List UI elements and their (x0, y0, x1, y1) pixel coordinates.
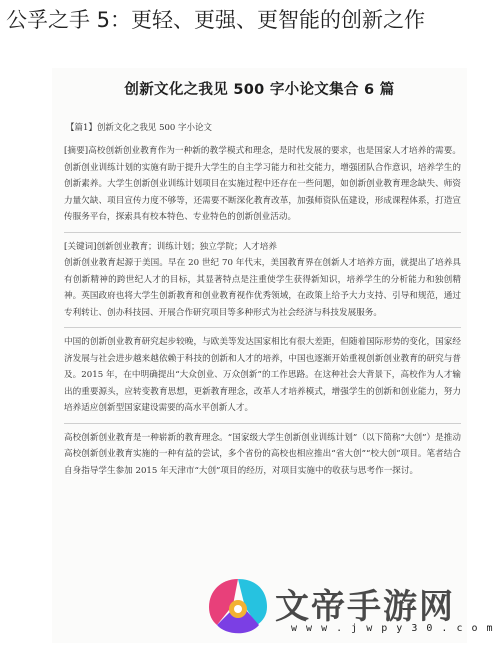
divider (64, 423, 461, 424)
page-headline: 公孚之手 5：更轻、更强、更智能的创新之作 (6, 8, 426, 32)
watermark-text: 文帝手游网 (275, 587, 455, 627)
site-watermark (205, 575, 495, 643)
document-subtitle: 【篇1】创新文化之我见 500 字小论文 (66, 123, 213, 133)
paragraph-abstract: [摘要]高校创新创业教育作为一种新的教学模式和理念，是时代发展的要求，也是国家人才培养的需要。创新创业训练计划的实施有助于提升大学生的自主学习能力和社交能力，增强团队合作意识，培养学生的创新素养。大学生创新创业训练计划项目在实施过程中还存在一些问题，如创新创业教育理念缺失、师资力量欠缺、项目宣传力度不够等，还需要不断深化教育改革，加强师资队伍建设，形成课程体系，打造宣传服务平台，探索具有校本特色、专业特色的创新创业活动。 (64, 146, 461, 222)
paragraph-china: 中国的创新创业教育研究起步较晚，与欧美等发达国家相比有很大差距，但随着国际形势的变化，国家经济发展与社会进步越来越依赖于科技的创新和人才的培养，中国也逐渐开始重视创新创业教育的研究与普及。2015 年，在中明确提出“大众创业、万众创新”的工作思路。在这种社会大背景下，高校作为人才输出的重要源头，应转变教育思想，更新教育理念，改革人才培养模式，增强学生的创新和创业能力，努力培养适应创新型国家建设需要的高水平创新人才。 (64, 337, 461, 413)
paragraph-keywords: [关键词]创新创业教育；训练计划；独立学院；人才培养 创新创业教育起源于美国。早在 20 世纪 70 年代末，美国教育界在创新人才培养方面，就提出了培养具有创新精神的跨世纪人才的目标，其显著特点是注重使学生获得新知识，培养学生的分析能力和独创精神。英国政府也将大学生创新教育和创业教育视作优秀领域，在政策上给予大力支持、引导和规范，通过专利转让、创办科技园、开展合作研究项目等多种形式为社会经济与科技发展服务。 (64, 241, 461, 318)
divider (64, 327, 461, 328)
site-logo-icon (205, 575, 271, 641)
watermark-url[interactable]: w w w . j w p y 3 0 . c o m (291, 623, 495, 634)
document-image (52, 68, 467, 643)
document-title: 创新文化之我见 500 字小论文集合 6 篇 (124, 82, 395, 98)
divider (64, 232, 461, 233)
paragraph-innovation: 高校创新创业教育是一种崭新的教育理念。“国家级大学生创新创业训练计划”（以下简称“大创”）是推动高校创新创业教育实施的一种有益的尝试，多个省份的高校也相应推出“省大创”“校大创”项目。笔者结合自身指导学生参加 2015 年天津市“大创”项目的经历，对项目实施中的收获与思考作一探讨。 (64, 432, 461, 476)
